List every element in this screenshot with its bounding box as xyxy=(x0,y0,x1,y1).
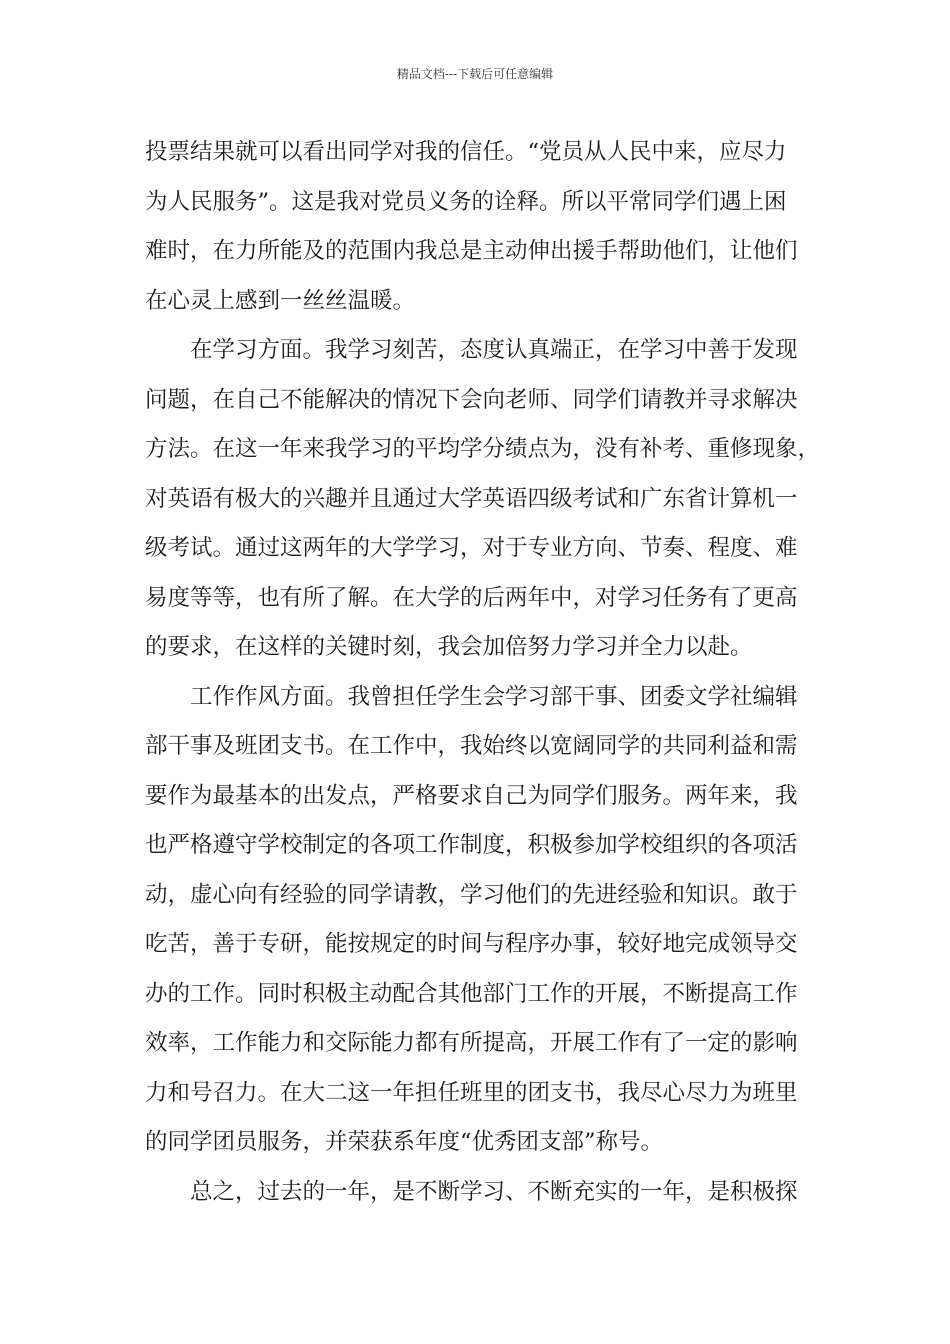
text-line: 投票结果就可以看出同学对我的信任。“党员从人民中来，应尽力 xyxy=(145,139,787,165)
text-line: 效率，工作能力和交际能力都有所提高，开展工作有了一定的影响 xyxy=(145,1030,798,1056)
text-line: 易度等等，也有所了解。在大学的后两年中，对学习任务有了更高 xyxy=(145,584,798,611)
text-line: 级考试。通过这两年的大学学习，对于专业方向、节奏、程度、难 xyxy=(145,535,798,561)
document-body xyxy=(145,128,821,1217)
text-line: 动，虚心向有经验的同学请教，学习他们的先进经验和知识。敢于 xyxy=(145,881,798,908)
text-line: 难时，在力所能及的范围内我总是主动伸出援手帮助他们，让他们 xyxy=(145,238,798,264)
paragraph xyxy=(145,1168,813,1218)
text-line: 在学习方面。我学习刻苦，态度认真端正，在学习中善于发现 xyxy=(190,337,798,363)
text-line: 的同学团员服务，并荣获系年度“优秀团支部”称号。 xyxy=(145,1129,664,1155)
text-line: 吃苦，善于专研，能按规定的时间与程序办事，较好地完成领导交 xyxy=(145,931,798,957)
text-line: 力和号召力。在大二这一年担任班里的团支书，我尽心尽力为班里 xyxy=(145,1079,798,1106)
text-line: 要作为最基本的出发点，严格要求自己为同学们服务。两年来，我 xyxy=(145,782,798,809)
paragraph xyxy=(145,326,821,673)
text-line: 方法。在这一年来我学习的平均学分绩点为，没有补考、重修现象， xyxy=(145,436,821,462)
text-line: 的要求，在这样的关键时刻，我会加倍努力学习并全力以赴。 xyxy=(145,634,753,660)
text-line: 为人民服务”。这是我对党员义务的诠释。所以平常同学们遇上困 xyxy=(145,188,787,215)
text-line: 在心灵上感到一丝丝温暖。 xyxy=(145,287,416,314)
text-line: 也严格遵守学校制定的各项工作制度，积极参加学校组织的各项活 xyxy=(145,832,798,858)
paragraph xyxy=(145,673,813,1168)
text-line: 对英语有极大的兴趣并且通过大学英语四级考试和广东省计算机一 xyxy=(145,485,798,512)
text-line: 总之，过去的一年，是不断学习、不断充实的一年，是积极探 xyxy=(190,1178,798,1205)
text-line: 工作作风方面。我曾担任学生会学习部干事、团委文学社编辑 xyxy=(190,683,798,710)
text-line: 部干事及班团支书。在工作中，我始终以宽阔同学的共同利益和需 xyxy=(145,733,798,759)
text-line: 办的工作。同时积极主动配合其他部门工作的开展，不断提高工作 xyxy=(145,980,798,1007)
text-line: 问题，在自己不能解决的情况下会向老师、同学们请教并寻求解决 xyxy=(145,386,798,413)
page-header: 精品文档---下载后可任意编辑 xyxy=(396,67,554,81)
paragraph xyxy=(145,128,813,326)
